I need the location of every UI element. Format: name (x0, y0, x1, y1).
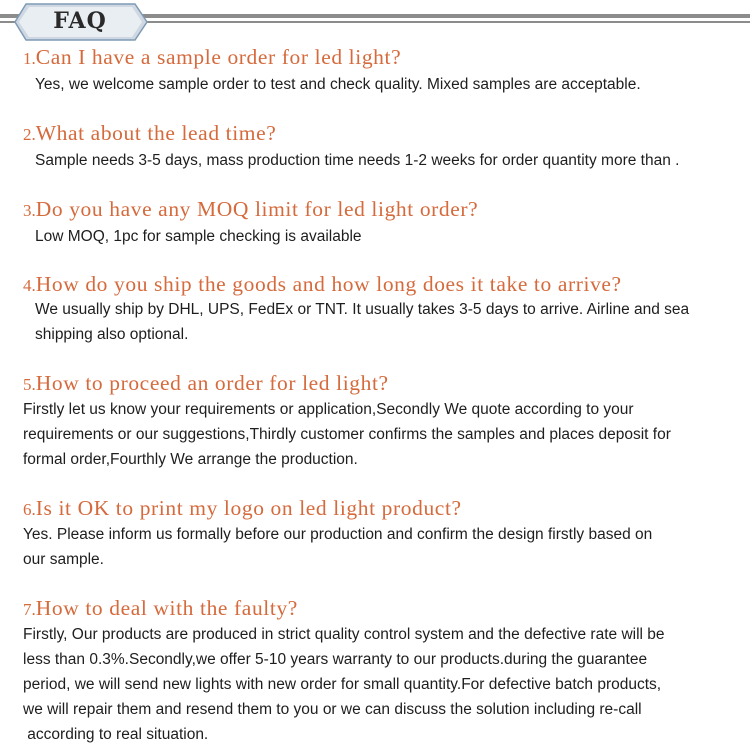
faq-answer (35, 72, 740, 97)
answer-line: we will repair them and resend them to you or we can discuss the solution including re-call (23, 701, 642, 718)
question-text: What about the lead time? (35, 121, 277, 145)
faq-question (23, 370, 389, 398)
faq-question (23, 495, 462, 523)
question-number: 1. (23, 49, 36, 68)
faq-question (23, 271, 622, 299)
answer-line: less than 0.3%.Secondly,we offer 5-10 years warranty to our products.during the guarantee (23, 651, 648, 668)
answer-line: Yes, we welcome sample order to test and check quality. Mixed samples are acceptable. (35, 76, 641, 93)
answer-line: according to real situation. (23, 726, 209, 743)
answer-line: shipping also optional. (35, 326, 189, 343)
faq-answer (23, 397, 738, 472)
answer-line: formal order,Fourthly We arrange the production. (23, 451, 358, 468)
question-number: 4. (23, 276, 36, 295)
faq-answer (35, 148, 740, 173)
answer-line: period, we will send new lights with new order for small quantity.For defective batch products, (23, 676, 662, 693)
answer-line: Firstly let us know your requirements or application,Secondly We quote according to your (23, 401, 634, 418)
question-number: 7. (23, 600, 36, 619)
faq-answer (35, 297, 740, 347)
answer-line: Firstly, Our products are produced in strict quality control system and the defective rate will be (23, 626, 665, 643)
faq-question (23, 120, 276, 148)
answer-line: We usually ship by DHL, UPS, FedEx or TNT. It usually takes 3-5 days to arrive. Airline and sea (35, 301, 690, 318)
faq-answer (23, 522, 738, 572)
answer-line: Yes. Please inform us formally before our production and confirm the design firstly based on (23, 526, 653, 543)
faq-header (0, 0, 750, 44)
faq-question (23, 196, 478, 224)
page-title: FAQ (53, 8, 107, 34)
answer-line: our sample. (23, 551, 104, 568)
question-number: 5. (23, 375, 36, 394)
question-text: How do you ship the goods and how long does it take to arrive? (35, 272, 622, 296)
answer-line: Low MOQ, 1pc for sample checking is available (35, 228, 362, 245)
answer-line: Sample needs 3-5 days, mass production time needs 1-2 weeks for order quantity more than . (35, 152, 680, 169)
question-text: How to proceed an order for led light? (35, 371, 389, 395)
faq-badge (14, 3, 146, 39)
question-text: Do you have any MOQ limit for led light order? (35, 197, 479, 221)
question-number: 3. (23, 201, 36, 220)
question-text: Is it OK to print my logo on led light product? (35, 496, 462, 520)
answer-line: requirements or our suggestions,Thirdly customer confirms the samples and places deposit for (23, 426, 671, 443)
faq-question (23, 44, 401, 72)
faq-answer (23, 622, 738, 747)
faq-answer (35, 224, 740, 249)
question-text: How to deal with the faulty? (35, 596, 298, 620)
question-text: Can I have a sample order for led light? (35, 45, 402, 69)
question-number: 6. (23, 500, 36, 519)
faq-question (23, 595, 298, 623)
question-number: 2. (23, 125, 36, 144)
